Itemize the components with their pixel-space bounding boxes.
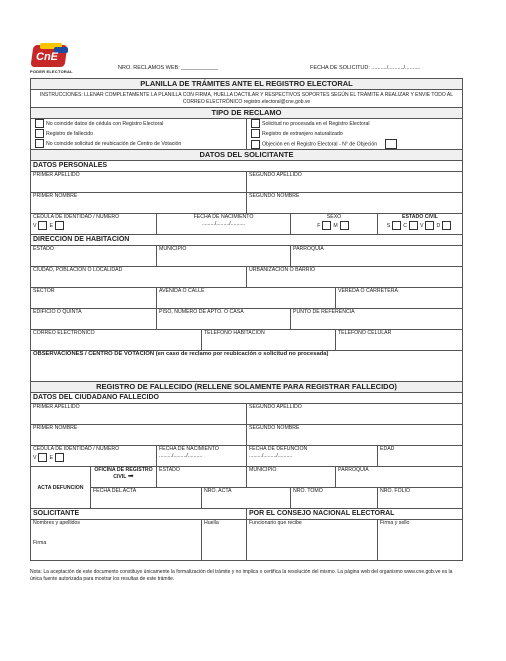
fallecido-primer-apellido-field[interactable]: PRIMER APELLIDO [31,404,247,425]
parroquia-field[interactable]: PARROQUIA [291,246,463,267]
primer-nombre-field[interactable]: PRIMER NOMBRE [31,193,247,214]
nro-acta-field[interactable]: NRO. ACTA [202,488,291,509]
huella-field[interactable]: Huella [202,520,247,561]
reclamo-option[interactable]: No coincide solicitud de reubicación de Centro de Votación [31,139,247,150]
estado-field[interactable]: ESTADO [31,246,157,267]
fecha-defuncion-field[interactable]: FECHA DE DEFUNCION ........./........./.......... [247,446,378,467]
fallecido-segundo-nombre-field[interactable]: SEGUNDO NOMBRE [247,425,463,446]
sexo-field[interactable]: SEXO F M [291,214,378,235]
checkbox [251,129,260,138]
fallecido-segundo-apellido-field[interactable]: SEGUNDO APELLIDO [247,404,463,425]
checkbox [35,129,44,138]
checkbox [35,139,44,148]
cne-logo: CnE PODER ELECTORAL [30,43,82,77]
acta-municipio-field[interactable]: MUNICIPIO [247,467,336,488]
tipo-reclamo-title: TIPO DE RECLAMO [31,108,463,119]
reclamo-option[interactable]: Registro de fallecido [31,129,247,139]
vereda-field[interactable]: VEREDA O CARRETERA [336,288,463,309]
fallecido-datos-title: DATOS DEL CIUDADANO FALLECIDO [31,393,463,404]
reclamo-option[interactable]: Solicitud no procesada en el Registro Electoral [247,119,463,130]
checkbox [251,140,260,149]
habitacion-title: DIRECCIÓN DE HABITACIÓN [31,235,463,246]
primer-apellido-field[interactable]: PRIMER APELLIDO [31,172,247,193]
acta-estado-field[interactable]: ESTADO [157,467,247,488]
piso-field[interactable]: PISO, NÚMERO DE APTO. O CASA [157,309,291,330]
sector-field[interactable]: SECTOR [31,288,157,309]
edificio-field[interactable]: EDIFICIO O QUINTA [31,309,157,330]
form-title: PLANILLA DE TRÁMITES ANTE EL REGISTRO ELECTORAL [31,79,463,90]
urbanizacion-field[interactable]: URBANIZACIÓN O BARRIO [247,267,463,288]
nro-folio-field[interactable]: NRO. FOLIO [378,488,463,509]
segundo-apellido-field[interactable]: SEGUNDO APELLIDO [247,172,463,193]
acta-parroquia-field[interactable]: PARROQUIA [336,467,463,488]
funcionario-field[interactable]: Funcionario que recibe [247,520,378,561]
estado-civil-field[interactable]: ESTADO CIVIL S C V D [378,214,463,235]
fallecido-fecha-nac-field[interactable]: FECHA DE NACIMIENTO ........./........./.......... [157,446,247,467]
solicitante-firma-title: SOLICITANTE [31,509,247,520]
acta-defuncion-label: ACTA DEFUNCION [31,467,91,509]
telefono-habitacion-field[interactable]: TELÉFONO HABITACIÓN [202,330,336,351]
fecha-solicitud-label[interactable]: FECHA DE SOLICITUD: ........../........../.......... [310,65,421,71]
municipio-field[interactable]: MUNICIPIO [157,246,291,267]
nro-reclamos-label[interactable]: NRO. RECLAMOS WEB: ____________ [118,65,218,71]
ciudad-field[interactable]: CIUDAD, POBLACIÓN O LOCALIDAD [31,267,247,288]
fallecido-title: REGISTRO DE FALLECIDO (RELLENE SOLAMENTE PARA REGISTRAR FALLECIDO) [31,382,463,393]
cne-firma-title: POR EL CONSEJO NACIONAL ELECTORAL [247,509,463,520]
nro-tomo-field[interactable]: NRO. TOMO [291,488,378,509]
reclamo-option[interactable]: Objeción en el Registro Electoral - N° de Objeción [247,139,463,150]
fecha-nacimiento-field[interactable]: FECHA DE NACIMIENTO ........./........./.......... [157,214,291,235]
observaciones-field[interactable]: OBSERVACIONES / CENTRO DE VOTACION (en caso de reclamo por reubicación o solicitud no procesada) [31,351,463,382]
fecha-acta-field[interactable]: FECHA DEL ACTA [91,488,202,509]
reclamo-option[interactable]: Registro de extranjero naturalizado [247,129,463,139]
oficina-registro-label: OFICINA DE REGISTRO CIVIL ➡ [91,467,157,488]
avenida-field[interactable]: AVENIDA O CALLE [157,288,336,309]
solicitante-title: DATOS DEL SOLICITANTE [31,150,463,161]
personales-title: DATOS PERSONALES [31,161,463,172]
form-table [30,78,463,561]
firma-sello-field[interactable]: Firma y sello [378,520,463,561]
nombres-firma-field[interactable]: Nombres y apellidos Firma [31,520,202,561]
cedula-field[interactable]: CÉDULA DE IDENTIDAD / NUMERO V E [31,214,157,235]
correo-field[interactable]: CORREO ELECTRÓNICO [31,330,202,351]
segundo-nombre-field[interactable]: SEGUNDO NOMBRE [247,193,463,214]
fallecido-primer-nombre-field[interactable]: PRIMER NOMBRE [31,425,247,446]
form-page [30,40,462,582]
fallecido-cedula-field[interactable]: CÉDULA DE IDENTIDAD / NUMERO V E [31,446,157,467]
reclamo-option[interactable]: No coincide datos de cédula con Registro Electoral [31,119,247,130]
instructions: INSTRUCCIONES: LLENAR COMPLETAMENTE LA PLANILLA CON FIRMA, HUELLA DACTILAR Y RESPECTIVOS SOPORTES SEGÚN EL TRÁMITE A REALIZAR Y ENVIE TODO AL CORREO ELECTRÓNICO registro.electoral@cne.gob.ve [31,90,463,108]
checkbox [35,119,44,128]
form-header [30,40,462,78]
nota-text: Nota: La aceptación de este documento constituye únicamente la formalización del trámite y no implica o certifica la resolución del mismo. La página web del organismo www.cne.gob.ve es la única fuente autorizada para mostrar los resultas de este trámite. [30,569,453,582]
telefono-celular-field[interactable]: TELÉFONO CELULAR [336,330,463,351]
objecion-number-box [385,139,397,149]
punto-referencia-field[interactable]: PUNTO DE REFERENCIA [291,309,463,330]
edad-field[interactable]: EDAD [378,446,463,467]
checkbox [251,119,260,128]
